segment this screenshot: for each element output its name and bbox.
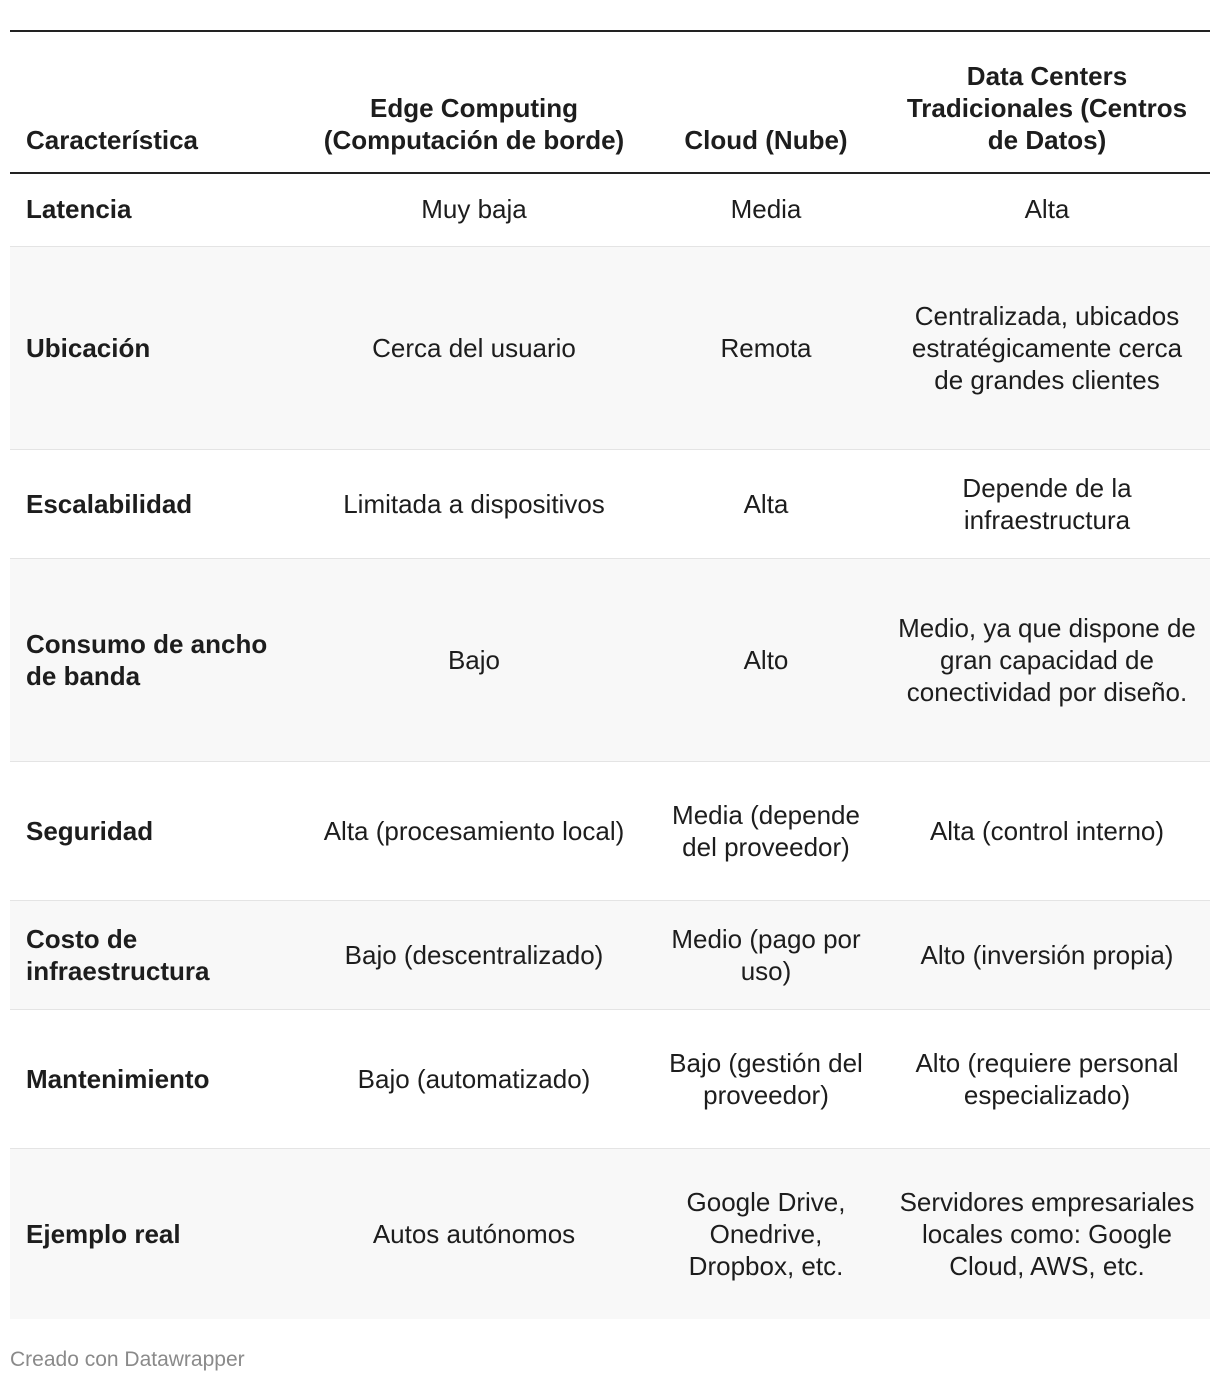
table-cell: Alta (control interno) [929, 816, 1165, 846]
table-cell: Medio, ya que dispone de gran capacidad de conectividad por diseño. [898, 613, 1196, 707]
table-cell: Muy baja [421, 194, 527, 224]
table-header [10, 31, 1210, 173]
table-row [10, 1010, 1210, 1149]
table-row [10, 1149, 1210, 1320]
table-cell: Remota [720, 333, 812, 363]
row-label: Ejemplo real [26, 1219, 181, 1249]
table-cell: Google Drive, Onedrive, Dropbox, etc. [686, 1187, 846, 1281]
table-cell: Limitada a dispositivos [343, 489, 605, 519]
column-header-cloud: Cloud (Nube) [684, 125, 848, 155]
table-cell: Alto (requiere personal especializado) [915, 1048, 1179, 1110]
column-header-caracteristica: Característica [26, 125, 198, 155]
comparison-table [10, 30, 1210, 1319]
table-cell: Alta [743, 489, 789, 519]
column-header-edge: Edge Computing (Computación de borde) [323, 93, 625, 155]
table-row [10, 173, 1210, 247]
table-row [10, 901, 1210, 1010]
row-label: Seguridad [26, 816, 154, 846]
table-cell: Alta [1024, 194, 1070, 224]
header-row [10, 31, 1210, 173]
table-row [10, 247, 1210, 450]
table-cell: Servidores empresariales locales como: Google Cloud, AWS, etc. [899, 1187, 1195, 1281]
table-cell: Media [730, 194, 802, 224]
table-cell: Centralizada, ubicados estratégicamente cerca de grandes clientes [911, 301, 1183, 395]
comparison-table-container [10, 30, 1210, 1319]
table-cell: Medio (pago por uso) [671, 924, 861, 986]
table-cell: Bajo (gestión del proveedor) [669, 1048, 863, 1110]
table-cell: Bajo [447, 645, 501, 675]
row-label: Costo de infraestructura [26, 924, 210, 986]
table-cell: Depende de la infraestructura [962, 473, 1132, 535]
table-cell: Autos autónomos [372, 1219, 576, 1249]
row-label: Consumo de ancho de banda [26, 629, 268, 691]
row-label: Mantenimiento [26, 1064, 210, 1094]
row-label: Escalabilidad [26, 489, 193, 519]
row-label: Ubicación [26, 333, 151, 363]
table-row [10, 450, 1210, 559]
table-cell: Alta (procesamiento local) [323, 816, 625, 846]
datawrapper-credit: Creado con Datawrapper [10, 1348, 245, 1371]
table-row [10, 559, 1210, 762]
column-header-datacenters: Data Centers Tradicionales (Centros de Datos) [906, 61, 1188, 155]
table-cell: Cerca del usuario [372, 333, 576, 363]
table-body [10, 173, 1210, 1319]
table-cell: Alto [743, 645, 789, 675]
table-cell: Bajo (automatizado) [357, 1064, 591, 1094]
table-row [10, 762, 1210, 901]
table-cell: Alto (inversión propia) [920, 940, 1174, 970]
row-label: Latencia [26, 194, 132, 224]
table-cell: Media (depende del proveedor) [672, 800, 860, 862]
table-cell: Bajo (descentralizado) [344, 940, 604, 970]
